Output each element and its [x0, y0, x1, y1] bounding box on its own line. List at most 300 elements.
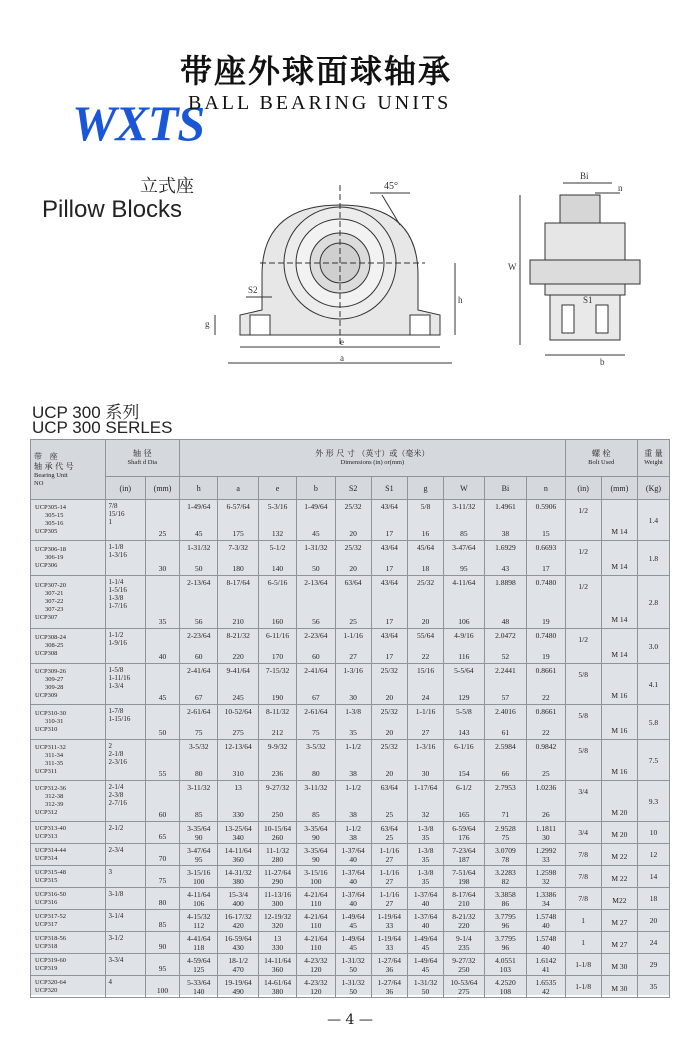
dimension-cell: 25/32 20 — [335, 541, 371, 576]
label-s1: S1 — [583, 295, 593, 305]
dimension-cell: 14-11/64 360 — [258, 954, 296, 976]
dimension-cell: 8-17/64 210 — [444, 888, 484, 910]
dimension-cell: 16-17/32 420 — [218, 910, 258, 932]
dimension-cell: 3-11/32 85 — [444, 500, 484, 541]
dimension-cell: 6-11/16 170 — [258, 629, 296, 664]
dimension-cell: 13 330 — [218, 781, 258, 822]
dimension-cell: 55/64 22 — [407, 629, 443, 664]
dimension-cell: 1-37/64 40 — [407, 910, 443, 932]
column-header: g — [407, 477, 443, 500]
dimension-cell: 3-35/64 90 — [297, 844, 335, 866]
table-row — [31, 976, 670, 998]
bearing-unit-no: UCP313-40 UCP313 — [31, 822, 106, 844]
dimension-cell: 3.7795 96 — [484, 910, 527, 932]
shaft-inch: 2-1/2 — [105, 822, 145, 844]
shaft-mm: 55 — [146, 740, 180, 781]
bolt-mm: M 16 — [601, 740, 637, 781]
dimension-cell: 0.8661 22 — [527, 705, 565, 740]
shaft-inch: 1-1/4 1-5/16 1-3/8 1-7/16 — [105, 576, 145, 629]
shaft-inch: 4 — [105, 976, 145, 998]
dimension-cell: 9-41/64 245 — [218, 664, 258, 705]
bolt-inch: 7/8 — [565, 866, 601, 888]
column-header: S2 — [335, 477, 371, 500]
dimension-cell: 4-11/64 106 — [180, 888, 218, 910]
shaft-inch: 7/8 15/16 1 — [105, 500, 145, 541]
bolt-mm: M 30 — [601, 954, 637, 976]
dimension-cell: 1-49/64 45 — [335, 910, 371, 932]
dimension-cell: 7-3/32 180 — [218, 541, 258, 576]
dimension-cell: 3-47/64 95 — [180, 844, 218, 866]
dimension-cell: 10-15/64 260 — [258, 822, 296, 844]
label-a: a — [340, 353, 344, 363]
dimension-cell: 1-3/8 35 — [407, 844, 443, 866]
dimension-cell: 1-3/8 35 — [335, 705, 371, 740]
shaft-mm: 45 — [146, 664, 180, 705]
dimension-cell: 1-37/64 40 — [335, 844, 371, 866]
dimension-cell: 6-5/16 160 — [258, 576, 296, 629]
shaft-mm: 25 — [146, 500, 180, 541]
bearing-unit-no: UCP317-52 UCP317 — [31, 910, 106, 932]
label-w: W — [508, 262, 517, 272]
dimension-cell: 2-61/64 75 — [297, 705, 335, 740]
table-row — [31, 541, 670, 576]
dimension-cell: 2.7953 71 — [484, 781, 527, 822]
dimension-cell: 2.4016 61 — [484, 705, 527, 740]
bolt-inch: 1/2 — [565, 576, 601, 629]
bolt-inch: 5/8 — [565, 740, 601, 781]
dimension-cell: 6-1/2 165 — [444, 781, 484, 822]
header-dimensions: 外 形 尺 寸 （英寸）或（毫米） Dimensions (in) or(mm) — [180, 440, 565, 477]
dimension-cell: 25/32 20 — [371, 705, 407, 740]
bearing-unit-no: UCP309-26 309-27 309-28 UCP309 — [31, 664, 106, 705]
dimension-cell: 1-1/2 38 — [335, 781, 371, 822]
table-row — [31, 629, 670, 664]
weight-kg: 3.0 — [637, 629, 669, 664]
dimension-cell: 12-13/64 310 — [218, 740, 258, 781]
dimension-cell: 25/32 20 — [407, 576, 443, 629]
dimension-cell: 4-15/32 112 — [180, 910, 218, 932]
dimension-cell: 3.0709 78 — [484, 844, 527, 866]
dimension-cell: 5-33/64 140 — [180, 976, 218, 998]
dimension-cell: 14-11/64 360 — [218, 844, 258, 866]
bolt-inch: 1-1/8 — [565, 954, 601, 976]
dimension-cell: 13-25/64 340 — [218, 822, 258, 844]
bolt-mm: M 14 — [601, 629, 637, 664]
dimension-cell: 6-59/64 176 — [444, 822, 484, 844]
shaft-mm: 30 — [146, 541, 180, 576]
dimension-cell: 3-15/16 100 — [297, 866, 335, 888]
dimension-cell: 3-5/32 80 — [180, 740, 218, 781]
weight-kg: 14 — [637, 866, 669, 888]
dimension-cell: 1.0236 26 — [527, 781, 565, 822]
bolt-mm: M22 — [601, 888, 637, 910]
spec-table — [30, 439, 670, 998]
bolt-inch: 1/2 — [565, 541, 601, 576]
bearing-unit-no: UCP310-30 310-31 UCP310 — [31, 705, 106, 740]
weight-kg: 5.8 — [637, 705, 669, 740]
bearing-unit-no: UCP318-56 UCP318 — [31, 932, 106, 954]
dimension-cell: 2-13/64 56 — [297, 576, 335, 629]
dimension-cell: 1-31/32 50 — [335, 976, 371, 998]
bolt-mm: M 14 — [601, 500, 637, 541]
shaft-inch: 1-1/8 1-3/16 — [105, 541, 145, 576]
shaft-inch: 1-7/8 1-15/16 — [105, 705, 145, 740]
bolt-inch: 3/4 — [565, 781, 601, 822]
bolt-inch: 1 — [565, 910, 601, 932]
dimension-cell: 1-27/64 36 — [371, 976, 407, 998]
table-row — [31, 888, 670, 910]
bearing-unit-no: UCP307-20 307-21 307-22 307-23 UCP307 — [31, 576, 106, 629]
dimension-cell: 11-13/16 300 — [258, 888, 296, 910]
dimension-cell: 10-52/64 275 — [218, 705, 258, 740]
table-row — [31, 910, 670, 932]
label-s2: S2 — [248, 285, 258, 295]
bolt-inch: 7/8 — [565, 888, 601, 910]
dimension-cell: 43/64 17 — [371, 629, 407, 664]
header-shaft: 轴 径 Shaft d Dia — [105, 440, 180, 477]
bolt-inch: 5/8 — [565, 705, 601, 740]
dimension-cell: 1-19/64 33 — [371, 910, 407, 932]
dimension-cell: 1-1/16 27 — [371, 844, 407, 866]
dimension-cell: 1-1/16 27 — [371, 866, 407, 888]
dimension-cell: 2-23/64 60 — [297, 629, 335, 664]
bolt-inch: 1-1/8 — [565, 976, 601, 998]
shaft-inch: 2 2-1/8 2-3/16 — [105, 740, 145, 781]
dimension-cell: 1.5748 40 — [527, 932, 565, 954]
dimension-cell: 1-3/16 30 — [407, 740, 443, 781]
dimension-cell: 9-27/32 250 — [444, 954, 484, 976]
dimension-cell: 9-27/32 250 — [258, 781, 296, 822]
dimension-cell: 2-61/64 75 — [180, 705, 218, 740]
weight-kg: 10 — [637, 822, 669, 844]
dimension-cell: 1.4961 38 — [484, 500, 527, 541]
dimension-cell: 1.3386 34 — [527, 888, 565, 910]
shaft-mm: 80 — [146, 888, 180, 910]
bolt-mm: M 16 — [601, 705, 637, 740]
brand-logo-text: WXTS — [72, 95, 205, 151]
dimension-cell: 1.6535 42 — [527, 976, 565, 998]
table-row — [31, 932, 670, 954]
dimension-cell: 1-1/16 27 — [407, 705, 443, 740]
weight-kg: 1.4 — [637, 500, 669, 541]
table-row — [31, 576, 670, 629]
bolt-mm: M 27 — [601, 910, 637, 932]
dimension-cell: 1-3/16 30 — [335, 664, 371, 705]
dimension-cell: 19-19/64 490 — [218, 976, 258, 998]
column-header: S1 — [371, 477, 407, 500]
bolt-inch: 3/4 — [565, 822, 601, 844]
dimension-cell: 4-59/64 125 — [180, 954, 218, 976]
table-row — [31, 822, 670, 844]
column-header: e — [258, 477, 296, 500]
dimension-cell: 1.2992 33 — [527, 844, 565, 866]
weight-kg: 24 — [637, 932, 669, 954]
weight-kg: 2.8 — [637, 576, 669, 629]
shaft-mm: 35 — [146, 576, 180, 629]
bolt-inch: 7/8 — [565, 844, 601, 866]
dimension-cell: 4-11/64 106 — [444, 576, 484, 629]
weight-kg: 7.5 — [637, 740, 669, 781]
bolt-inch: 1/2 — [565, 500, 601, 541]
label-e: e — [340, 337, 344, 347]
dimension-cell: 11-27/64 290 — [258, 866, 296, 888]
dimension-cell: 63/64 25 — [335, 576, 371, 629]
table-row — [31, 954, 670, 976]
dimension-cell: 8-17/64 210 — [218, 576, 258, 629]
dimension-cell: 14-61/64 380 — [258, 976, 296, 998]
dimension-cell: 8-11/32 212 — [258, 705, 296, 740]
dimension-cell: 0.9842 25 — [527, 740, 565, 781]
dimension-cell: 5-3/16 132 — [258, 500, 296, 541]
dimension-cell: 3.7795 96 — [484, 932, 527, 954]
dimension-cell: 16-59/64 430 — [218, 932, 258, 954]
dimension-cell: 3-11/32 85 — [297, 781, 335, 822]
dimension-cell: 7-51/64 198 — [444, 866, 484, 888]
weight-kg: 18 — [637, 888, 669, 910]
dimension-cell: 1-31/32 50 — [180, 541, 218, 576]
shaft-mm: 65 — [146, 822, 180, 844]
column-header: (mm) — [146, 477, 180, 500]
dimension-cell: 25/32 20 — [371, 664, 407, 705]
dimension-cell: 2-23/64 60 — [180, 629, 218, 664]
weight-kg: 20 — [637, 910, 669, 932]
bolt-mm: M 22 — [601, 844, 637, 866]
label-b: b — [600, 357, 605, 367]
column-header: W — [444, 477, 484, 500]
column-header: (in) — [565, 477, 601, 500]
dimension-cell: 14-31/32 380 — [218, 866, 258, 888]
bearing-unit-no: UCP306-18 306-19 UCP306 — [31, 541, 106, 576]
dimension-cell: 11-1/32 280 — [258, 844, 296, 866]
brand-logo — [72, 92, 205, 152]
dimension-cell: 1-49/64 45 — [407, 954, 443, 976]
bearing-unit-no: UCP315-48 UCP315 — [31, 866, 106, 888]
label-bi: Bi — [580, 171, 589, 181]
dimension-cell: 8-21/32 220 — [218, 629, 258, 664]
bolt-mm: M 27 — [601, 932, 637, 954]
bearing-unit-no: UCP319-60 UCP319 — [31, 954, 106, 976]
dimension-cell: 7-15/32 190 — [258, 664, 296, 705]
dimension-cell: 2.2441 57 — [484, 664, 527, 705]
column-header: Bi — [484, 477, 527, 500]
table-row — [31, 781, 670, 822]
shaft-inch: 2-3/4 — [105, 844, 145, 866]
weight-kg: 12 — [637, 844, 669, 866]
shaft-mm: 70 — [146, 844, 180, 866]
shaft-mm: 75 — [146, 866, 180, 888]
dimension-cell: 1.8898 48 — [484, 576, 527, 629]
weight-kg: 4.1 — [637, 664, 669, 705]
bolt-mm: M 16 — [601, 664, 637, 705]
dimension-cell: 1-49/64 45 — [407, 932, 443, 954]
bolt-mm: M 22 — [601, 866, 637, 888]
shaft-inch: 1-5/8 1-11/16 1-3/4 — [105, 664, 145, 705]
dimension-cell: 4-23/32 120 — [297, 954, 335, 976]
label-g: g — [205, 319, 210, 329]
dimension-cell: 1.6142 41 — [527, 954, 565, 976]
dimension-cell: 12-19/32 320 — [258, 910, 296, 932]
weight-kg: 29 — [637, 954, 669, 976]
dimension-cell: 1-17/64 32 — [407, 781, 443, 822]
weight-kg: 1.8 — [637, 541, 669, 576]
dimension-cell: 4-9/16 116 — [444, 629, 484, 664]
dimension-cell: 3.2283 82 — [484, 866, 527, 888]
section-title-en: Pillow Blocks — [42, 196, 183, 223]
column-header: (in) — [105, 477, 145, 500]
dimension-cell: 9-1/4 235 — [444, 932, 484, 954]
dimension-cell: 1-49/64 45 — [180, 500, 218, 541]
shaft-inch: 3-3/4 — [105, 954, 145, 976]
dimension-cell: 18-1/2 470 — [218, 954, 258, 976]
dimension-cell: 1.2598 32 — [527, 866, 565, 888]
dimension-cell: 45/64 18 — [407, 541, 443, 576]
shaft-mm: 85 — [146, 910, 180, 932]
dimension-cell: 5-1/2 140 — [258, 541, 296, 576]
dimension-cell: 3-35/64 90 — [180, 822, 218, 844]
bolt-mm: M 20 — [601, 822, 637, 844]
dimension-cell: 13 330 — [258, 932, 296, 954]
dimension-cell: 2-41/64 67 — [297, 664, 335, 705]
dimension-cell: 6-1/16 154 — [444, 740, 484, 781]
page-title-cn: 带座外球面球轴承 — [180, 52, 453, 90]
label-n: n — [618, 183, 623, 193]
table-row — [31, 866, 670, 888]
weight-kg: 35 — [637, 976, 669, 998]
dimension-cell: 10-53/64 275 — [444, 976, 484, 998]
shaft-mm: 50 — [146, 705, 180, 740]
dimension-cell: 2.0472 52 — [484, 629, 527, 664]
dimension-cell: 1-3/8 35 — [407, 866, 443, 888]
dimension-cell: 4-41/64 118 — [180, 932, 218, 954]
dimension-cell: 3-11/32 85 — [180, 781, 218, 822]
series-title-en: UCP 300 SERLES — [32, 418, 173, 437]
dimension-cell: 1.6929 43 — [484, 541, 527, 576]
shaft-mm: 100 — [146, 976, 180, 998]
dimension-cell: 5-5/8 143 — [444, 705, 484, 740]
dimension-cell: 2-13/64 56 — [180, 576, 218, 629]
dimension-cell: 43/64 17 — [371, 576, 407, 629]
column-header: n — [527, 477, 565, 500]
dimension-cell: 3-5/32 80 — [297, 740, 335, 781]
table-row — [31, 740, 670, 781]
table-row — [31, 664, 670, 705]
dimension-cell: 3-15/16 100 — [180, 866, 218, 888]
page-title-en: BALL BEARING UNITS — [188, 92, 452, 114]
dimension-cell: 43/64 17 — [371, 500, 407, 541]
series-title-cn: UCP 300 系列 — [32, 403, 140, 422]
column-header: a — [218, 477, 258, 500]
dimension-cell: 3-47/64 95 — [444, 541, 484, 576]
dimension-cell: 0.8661 22 — [527, 664, 565, 705]
dimension-cell: 1-1/2 38 — [335, 822, 371, 844]
dimension-cell: 25/32 20 — [371, 740, 407, 781]
shaft-inch: 3-1/8 — [105, 888, 145, 910]
dimension-cell: 4.0551 103 — [484, 954, 527, 976]
dimension-cell: 4-23/32 120 — [297, 976, 335, 998]
label-h: h — [458, 295, 463, 305]
shaft-mm: 60 — [146, 781, 180, 822]
bolt-mm: M 14 — [601, 541, 637, 576]
column-header: h — [180, 477, 218, 500]
dimension-cell: 1-1/2 38 — [335, 740, 371, 781]
dimension-cell: 1-31/32 50 — [335, 954, 371, 976]
weight-kg: 9.3 — [637, 781, 669, 822]
dimension-cell: 1-1/16 27 — [335, 629, 371, 664]
bolt-mm: M 30 — [601, 976, 637, 998]
header-weight: 重 量 Weight — [637, 440, 669, 477]
section-title-cn: 立式座 — [140, 176, 194, 197]
dimension-cell: 4-21/64 110 — [297, 932, 335, 954]
dimension-cell: 25/32 20 — [335, 500, 371, 541]
bearing-unit-no: UCP314-44 UCP314 — [31, 844, 106, 866]
dimension-cell: 8-21/32 220 — [444, 910, 484, 932]
dimension-cell: 5-5/64 129 — [444, 664, 484, 705]
front-view — [205, 181, 463, 363]
column-header: (mm) — [601, 477, 637, 500]
bearing-unit-no: UCP320-64 UCP320 — [31, 976, 106, 998]
column-header: (Kg) — [637, 477, 669, 500]
dimension-cell: 1-37/64 40 — [335, 866, 371, 888]
dimension-cell: 4.2520 108 — [484, 976, 527, 998]
shaft-inch: 2-1/4 2-3/8 2-7/16 — [105, 781, 145, 822]
dimension-cell: 1.5748 40 — [527, 910, 565, 932]
page-number: — 4 — — [327, 1012, 373, 1028]
dimension-cell: 0.6693 17 — [527, 541, 565, 576]
dimension-cell: 0.7480 19 — [527, 576, 565, 629]
bolt-mm: M 20 — [601, 781, 637, 822]
table-row — [31, 844, 670, 866]
dimension-cell: 5/8 16 — [407, 500, 443, 541]
dimension-cell: 15-3/4 400 — [218, 888, 258, 910]
dimension-cell: 3.3858 86 — [484, 888, 527, 910]
dimension-cell: 4-21/64 110 — [297, 910, 335, 932]
bolt-mm: M 14 — [601, 576, 637, 629]
dimension-cell: 63/64 25 — [371, 822, 407, 844]
shaft-inch: 3-1/4 — [105, 910, 145, 932]
dimension-cell: 63/64 25 — [371, 781, 407, 822]
dimension-cell: 1.1811 30 — [527, 822, 565, 844]
shaft-mm: 95 — [146, 954, 180, 976]
header-bolt: 螺 栓 Bolt Used — [565, 440, 637, 477]
bearing-unit-no: UCP311-32 311-34 311-35 UCP311 — [31, 740, 106, 781]
dimension-cell: 15/16 24 — [407, 664, 443, 705]
column-header: b — [297, 477, 335, 500]
shaft-inch: 1-1/2 1-9/16 — [105, 629, 145, 664]
dimension-cell: 1-1/16 27 — [371, 888, 407, 910]
dimension-cell: 0.7480 19 — [527, 629, 565, 664]
dimension-cell: 1-49/64 45 — [335, 932, 371, 954]
dimension-cell: 43/64 17 — [371, 541, 407, 576]
dimension-cell: 2.5984 66 — [484, 740, 527, 781]
dimension-cell: 1-27/64 36 — [371, 954, 407, 976]
shaft-inch: 3 — [105, 866, 145, 888]
dimension-cell: 2.9528 75 — [484, 822, 527, 844]
pillow-block-drawing — [200, 165, 670, 380]
table-row — [31, 705, 670, 740]
bolt-inch: 5/8 — [565, 664, 601, 705]
dimension-cell: 1-31/32 50 — [407, 976, 443, 998]
bolt-inch: 1 — [565, 932, 601, 954]
spec-table-container — [30, 439, 670, 995]
dimension-cell: 1-49/64 45 — [297, 500, 335, 541]
dimension-cell: 3-35/64 90 — [297, 822, 335, 844]
dimension-cell: 1-19/64 33 — [371, 932, 407, 954]
dimension-cell: 2-41/64 67 — [180, 664, 218, 705]
bearing-unit-no: UCP312-36 312-38 312-39 UCP312 — [31, 781, 106, 822]
header-unit: 带 座 轴 承 代 号 Bearing Unit NO — [31, 440, 106, 500]
bolt-inch: 1/2 — [565, 629, 601, 664]
dimension-cell: 6-57/64 175 — [218, 500, 258, 541]
